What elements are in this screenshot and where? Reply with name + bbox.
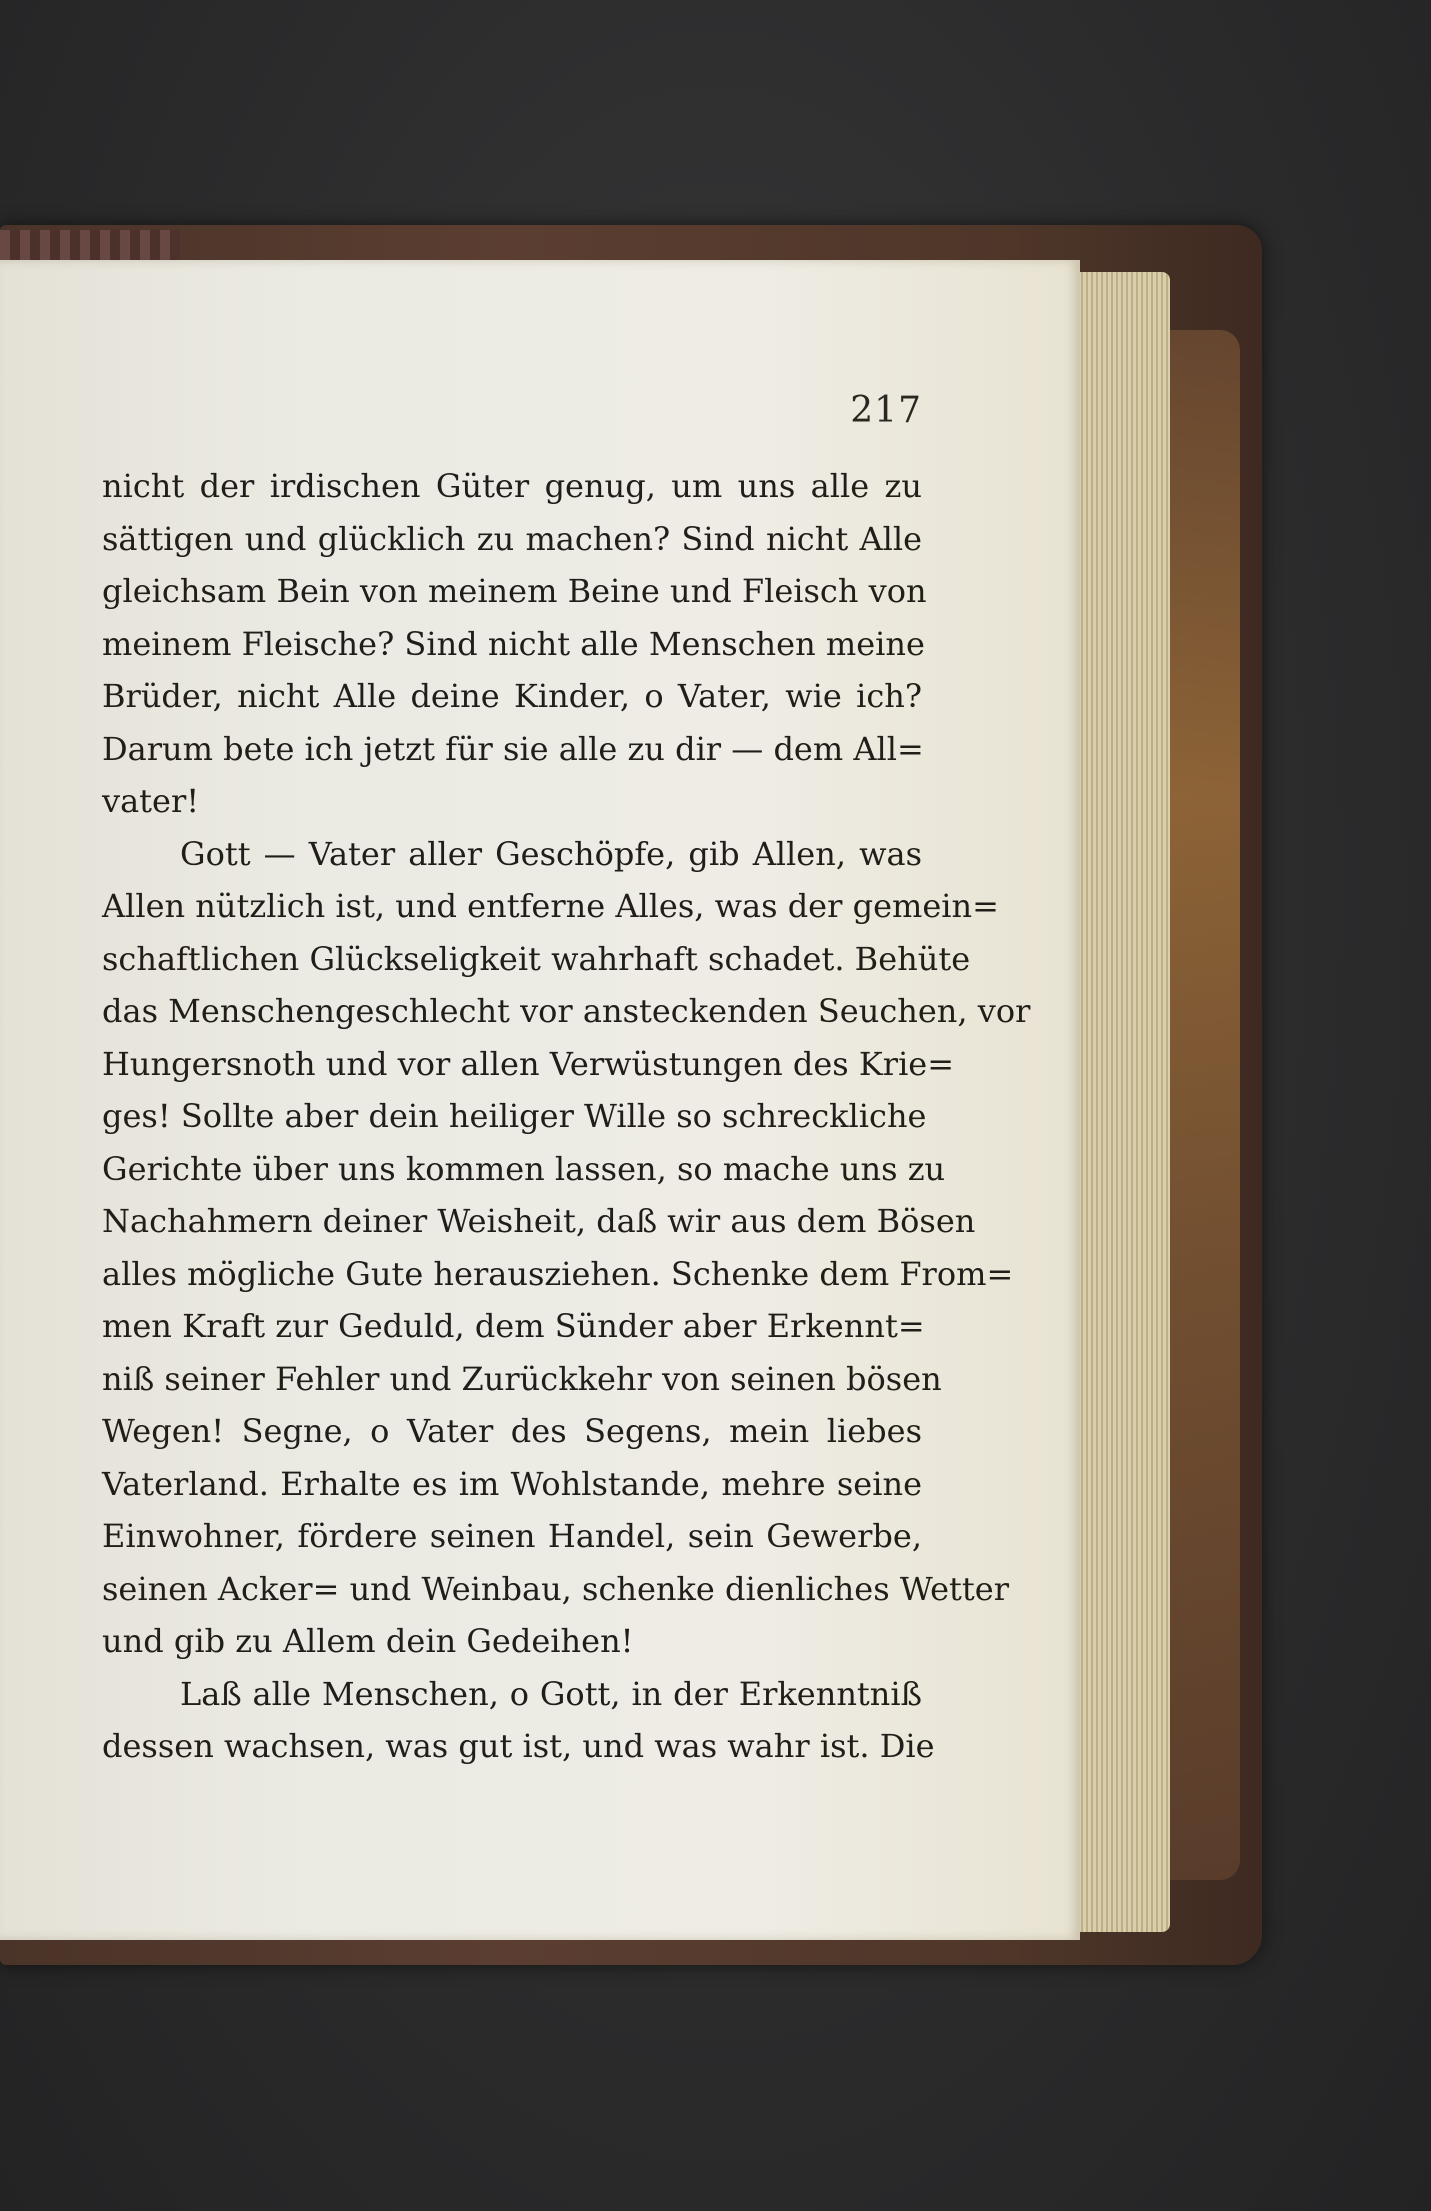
text-line: Gerichte über uns kommen lassen, so mache uns zu [102,1149,946,1188]
text-line: schaftlichen Glückseligkeit wahrhaft schadet. Behüte [102,939,971,978]
text-line: ges! Sollte aber dein heiliger Wille so schreckliche [102,1097,927,1135]
text-line: meinem Fleische? Sind nicht alle Menschen meine [102,624,925,663]
text-line: alles mögliche Gute herausziehen. Schenke dem From= [102,1254,1014,1293]
text-line: Allen nützlich ist, und entferne Alles, was der gemein= [102,887,999,925]
text-line: und gib zu Allem dein Gedeihen! [102,1622,634,1660]
page-number: 217 [850,390,922,431]
text-line: Laß alle Menschen, o Gott, in der Erkenntniß [180,1674,922,1713]
text-line: seinen Acker= und Weinbau, schenke dienliches Wetter [102,1569,1009,1608]
text-line: Einwohner, fördere seinen Handel, sein Gewerbe, [102,1517,922,1555]
text-line: men Kraft zur Geduld, dem Sünder aber Erkennt= [102,1307,925,1345]
page-text [102,460,1031,1773]
text-line: Wegen! Segne, o Vater des Segens, mein liebes [102,1412,922,1450]
text-line: Vaterland. Erhalte es im Wohlstande, mehre seine [102,1464,922,1503]
book-page [0,260,1080,1940]
text-line: Gott — Vater aller Geschöpfe, gib Allen, was [180,834,922,873]
cover-edge [1165,330,1240,1880]
text-line: Nachahmern deiner Weisheit, daß wir aus dem Bösen [102,1202,976,1240]
text-line: dessen wachsen, was gut ist, und was wahr ist. Die [102,1727,935,1765]
text-line: niß seiner Fehler und Zurückkehr von seinen bösen [102,1359,942,1398]
text-line: Brüder, nicht Alle deine Kinder, o Vater, wie ich? [102,677,922,715]
text-line: nicht der irdischen Güter genug, um uns alle zu [102,467,922,505]
text-line: vater! [102,782,200,820]
text-line: Hungersnoth und vor allen Verwüstungen des Krie= [102,1044,955,1083]
text-line: Darum bete ich jetzt für sie alle zu dir — dem All= [102,729,924,768]
text-line: das Menschengeschlecht vor ansteckenden Seuchen, vor [102,992,1031,1030]
text-line: sättigen und glücklich zu machen? Sind nicht Alle [102,519,922,558]
text-line: gleichsam Bein von meinem Beine und Fleisch von [102,572,927,610]
